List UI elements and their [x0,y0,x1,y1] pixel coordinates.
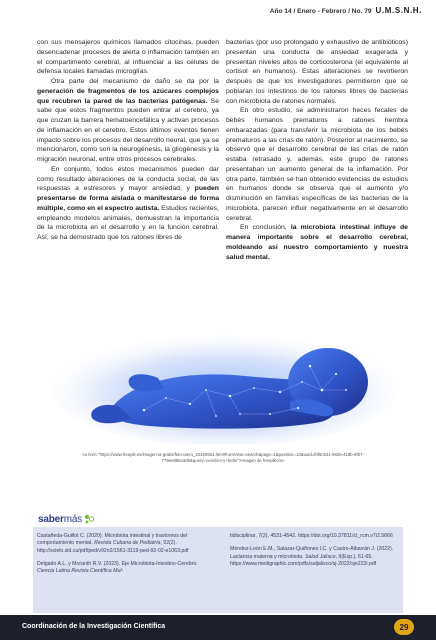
footer-department: Coordinación de la Investigación Científica [22,623,166,630]
baby-neural-illustration [40,318,410,444]
issue-info: Año 14 / Enero - Febrero / No. 79 [269,8,372,15]
sabermas-logo [38,512,95,526]
paragraph: En otro estudio, se administraron heces fecales de bebés humanos prematuros a ratones hembra embarazadas (para transferir la microbiota de los bebés prematuros a las crías de ratón). Posterior al nacimiento, se observó que el desarrollo cerebral de las crías de ratón estaba retrasado y, además, este grupo de ratones presentaban un aumento general de la inflamación. Por otra parte, también se han obtenido evidencias de estudios en humanos donde se observa que el aumento y/o disminución en familias específicas de las bacterias de la microbiota, parecen influir negativamente en el desarrollo cerebral. [226,107,408,222]
references-column-right [230,533,406,574]
emphasis: pueden presentarse de forma aislada o manifestarse de forma múltiple, como en el espectro autista. [37,185,219,212]
paragraph: con sus mensajeros químicos llamados citocinas, pueden desencadenar procesos de alerta o inflamación también en el compartimento cerebral, al influenciar a las células de defensa locales llamadas microglías. [37,39,219,76]
article-column-right [226,38,408,262]
paragraph: En conjunto, todos estos mecanismos pueden dar como resultado alteraciones de la conducta social, de las respuestas a estresores y mayor ansiedad, y pueden presentarse de forma aislada o manifestarse de forma múltiple, como en el espectro autista. Estudios recientes, empleando modelos animales, demuestran la importancia de la microbiota en el desarrollo y en la función cerebral. Así, se ha demostrado que los ratones libres de [37,165,219,241]
page-number-badge: 29 [394,619,414,635]
references-column-left [37,533,213,581]
page-footer [0,615,436,640]
reference-item: Méndez-León E.M., Salazar-Quiñones I.C. y Castro-Albarrán J. (2022). Lactancia materna y microbiota. Salud Jalisco, 9(Esp.), 61-65. https://www.medigraphic.com/pdfs/saljalisco/sj-2022/sje222i.pdf [230,546,394,567]
university-name: U.M.S.N.H. [375,6,422,15]
article-column-left [37,38,219,243]
paragraph: En conclusión, la microbiota intestinal influye de manera importante sobre el desarrollo cerebral, moldeando así nuestro comportamiento y nuestra salud mental. [226,224,408,261]
logo-dots-icon [83,513,95,525]
paragraph: Otra parte del mecanismo de daño se da por la generación de fragmentos de los azúcares complejos que recubren la pared de las bacterias patógenas. Se sabe que estos fragmentos pueden entrar al cerebro, ya que cruzan la barrera hematoencefálica y activan procesos de inflamación en el cerebro. Estos últimos eventos tienen impacto sobre los procesos del desarrollo neural, que ya se mencionaron, como son la neurogénesis, la gliogénesis y la migración neuronal, entre otros procesos cerebrales. [37,78,219,163]
page-header [270,6,422,20]
paragraph: bacterias (por uso prolongado y exhaustivo de antibióticos) presentan una conducta de ansiedad exagerada y presentan niveles altos de corticosterona (el equivalente al cortisol en humanos). Estas alteraciones se revirtieron después de que los investigadores permitieron que se poblaran los intestinos de los ratones libres de bacterias con microbiota de ratones normales. [226,39,408,105]
emphasis: generación de fragmentos de los azúcares complejos que recubren la pared de las bacterias patógenas. [37,87,219,105]
sleeping-baby-image [40,318,410,444]
reference-item: tidisciplinar, 7(2), 4531-4542. https://doi.org/10.37811/cl_rcm.v7i2.5666 [230,533,393,539]
reference-item: Castañeda-Guillot C. (2020). Microbiota intestinal y trastornos del comportamiento mental. Revista Cubana de Pediatría, 92(2). http://scielo.sld.cu/pdf/ped/v92n2/1561-3119-ped-92-02-e1063.pdf [37,533,189,554]
reference-item: Delgado A.L. y Moranth R.V. (2023). Eje Microbiota-Intestino-Cerebro. Ciencia Latina Revista Científica Mul- [37,560,198,575]
image-credit: <a href="https://www.freepik.es/imagen-ia-gratis/feto-utero_22460664.htm#fromView=search&page=1&position=13&uuid=f0f6c541-992b-418b-8f07-779ee886ca0b&query=cerebro+y+bebe">Imagen de freepik</a> [82,452,364,463]
logo-wordmark: sabermás [38,513,82,525]
emphasis: la microbiota intestinal influye de manera importante sobre el desarrollo cerebral, moldeando así nuestro comportamiento y nuestra salud mental. [226,224,408,261]
